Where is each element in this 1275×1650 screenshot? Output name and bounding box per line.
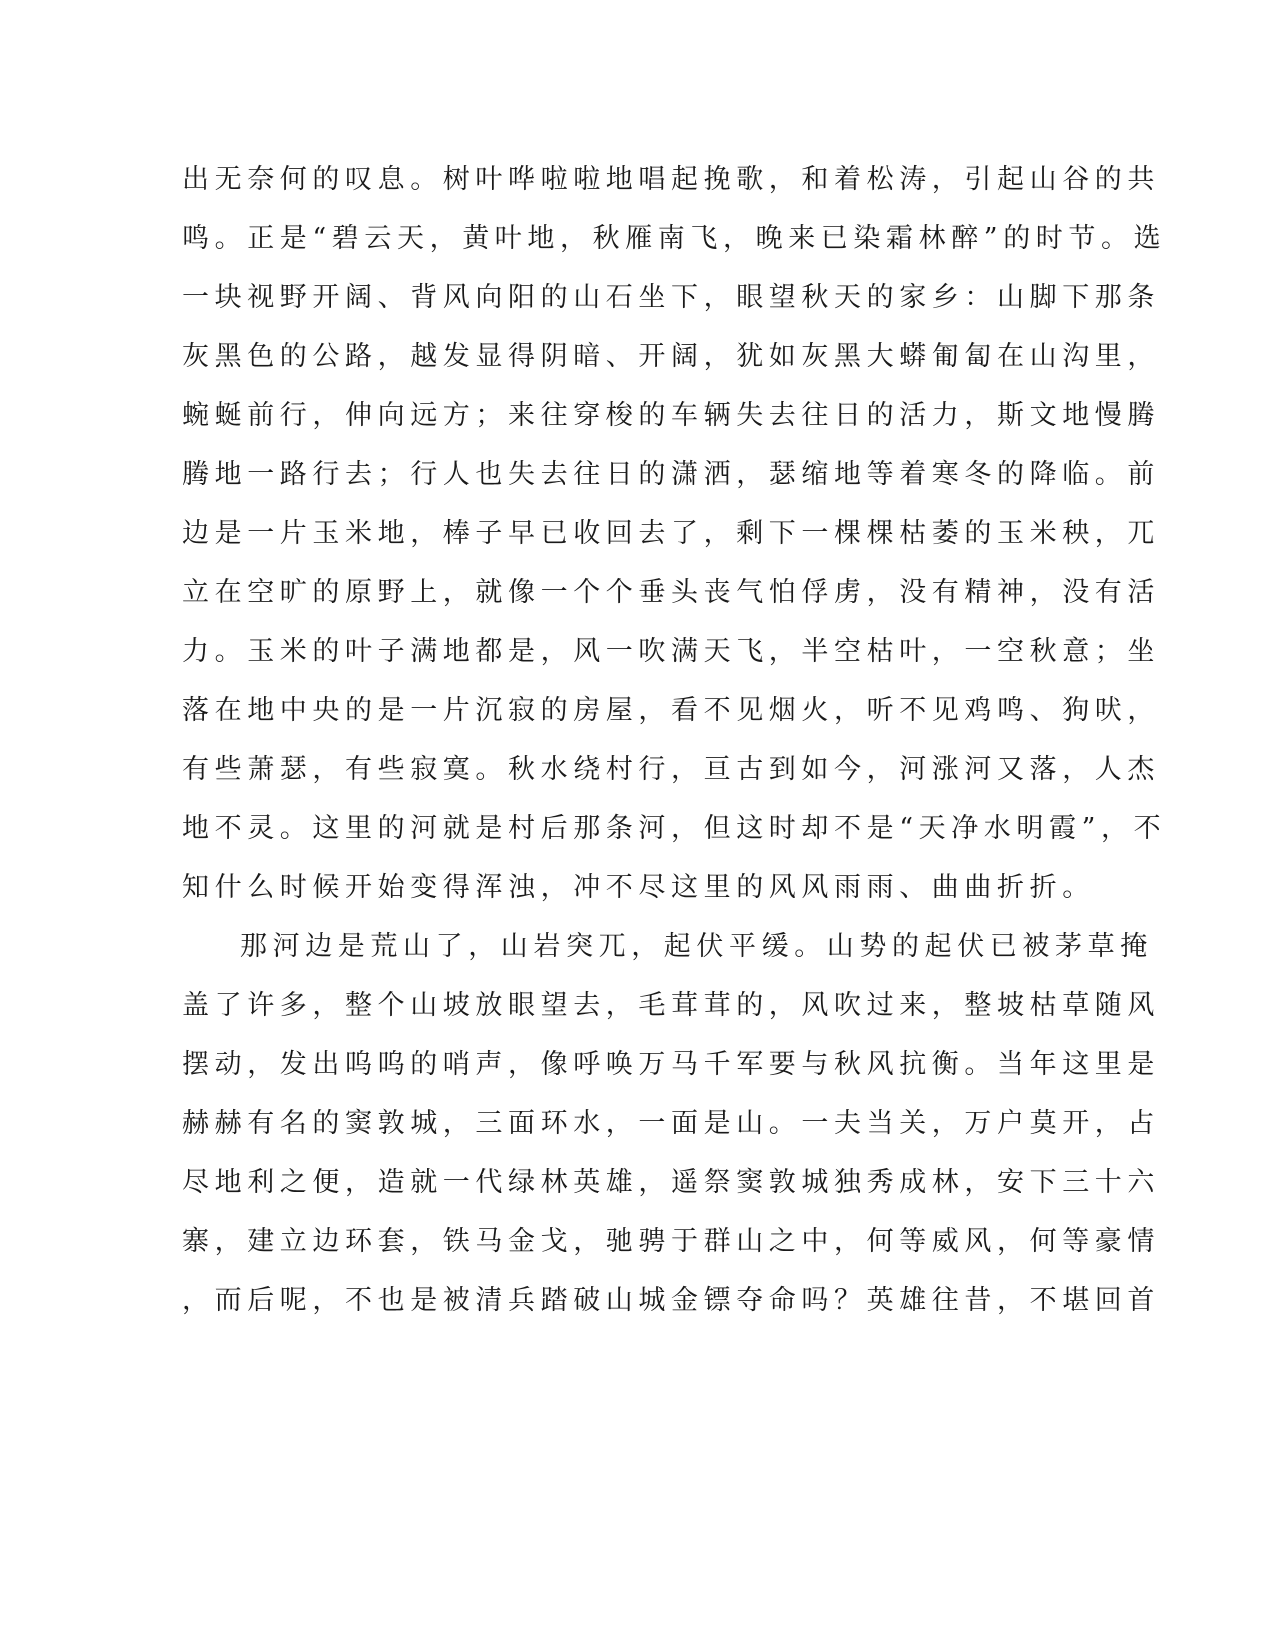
text-line: 一块视野开阔、背风向阳的山石坐下，眼望秋天的家乡：山脚下那条 [182, 282, 1160, 313]
text-line: 那河边是荒山了，山岩突兀，起伏平缓。山势的起伏已被茅草掩 [240, 931, 1153, 962]
text-line: 赫赫有名的窦敦城，三面环水，一面是山。一夫当关，万户莫开，占 [182, 1108, 1160, 1139]
text-line: 边是一片玉米地，棒子早已收回去了，剩下一棵棵枯萎的玉米秧，兀 [182, 518, 1160, 549]
text-line: ，而后呢，不也是被清兵踏破山城金镖夺命吗？英雄往昔，不堪回首 [182, 1285, 1160, 1316]
text-line: 腾地一路行去；行人也失去往日的潇洒，瑟缩地等着寒冬的降临。前 [182, 459, 1160, 490]
text-line: 寨，建立边环套，铁马金戈，驰骋于群山之中，何等威风，何等豪情 [182, 1226, 1160, 1257]
text-line: 灰黑色的公路，越发显得阴暗、开阔，犹如灰黑大蟒匍匐在山沟里， [182, 341, 1160, 372]
text-line: 力。玉米的叶子满地都是，风一吹满天飞，半空枯叶，一空秋意；坐 [182, 636, 1160, 667]
text-line: 地不灵。这里的河就是村后那条河，但这时却不是“天净水明霞”，不 [182, 813, 1167, 844]
text-line: 有些萧瑟，有些寂寞。秋水绕村行，亘古到如今，河涨河又落，人杰 [182, 754, 1160, 785]
text-line: 知什么时候开始变得浑浊，冲不尽这里的风风雨雨、曲曲折折。 [182, 872, 1095, 903]
text-line: 落在地中央的是一片沉寂的房屋，看不见烟火，听不见鸡鸣、狗吠， [182, 695, 1160, 726]
text-line: 蜿蜒前行，伸向远方；来往穿梭的车辆失去往日的活力，斯文地慢腾 [182, 400, 1160, 431]
text-line: 尽地利之便，造就一代绿林英雄，遥祭窦敦城独秀成林，安下三十六 [182, 1167, 1160, 1198]
text-line: 摆动，发出呜呜的哨声，像呼唤万马千军要与秋风抗衡。当年这里是 [182, 1049, 1160, 1080]
text-line: 盖了许多，整个山坡放眼望去，毛茸茸的，风吹过来，整坡枯草随风 [182, 990, 1160, 1021]
text-line: 出无奈何的叹息。树叶哗啦啦地唱起挽歌，和着松涛，引起山谷的共 [182, 164, 1160, 195]
text-line: 鸣。正是“碧云天，黄叶地，秋雁南飞，晚来已染霜林醉”的时节。选 [182, 223, 1167, 254]
text-line: 立在空旷的原野上，就像一个个垂头丧气怕俘虏，没有精神，没有活 [182, 577, 1160, 608]
